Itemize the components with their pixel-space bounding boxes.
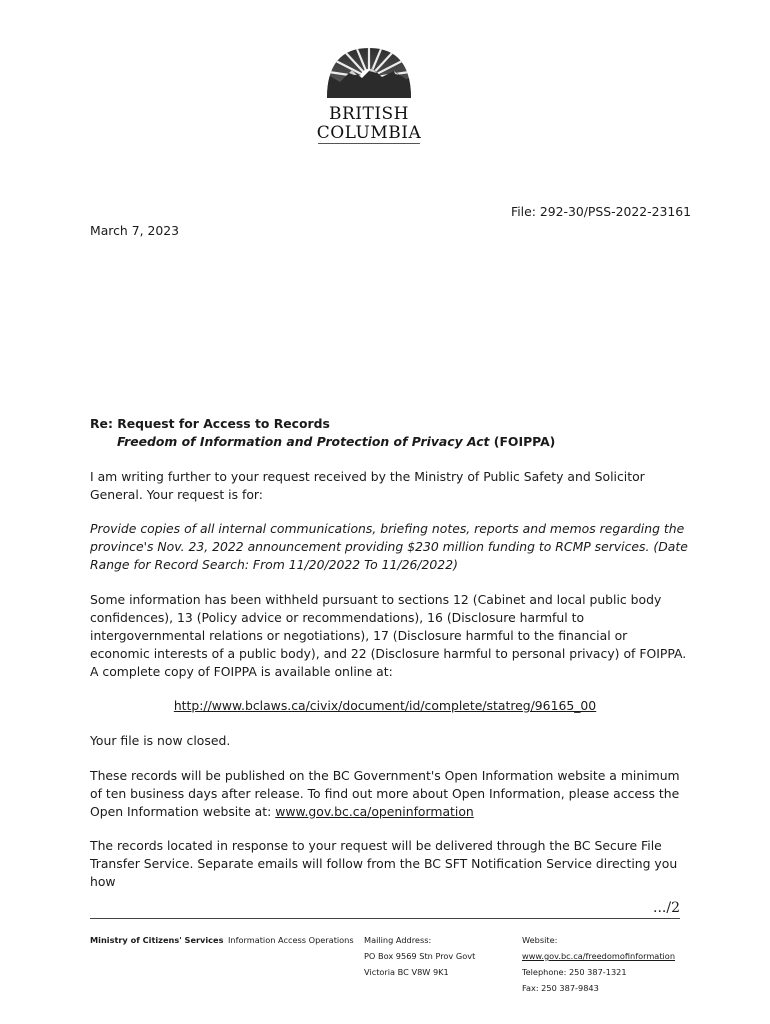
subject-line-2 (90, 433, 690, 451)
intro-paragraph: I am writing further to your request received by the Ministry of Public Safety and Solicitor General. Your request is for: (90, 469, 645, 502)
act-abbreviation: (FOIPPA) (489, 434, 556, 449)
sun-mountain-emblem (316, 44, 422, 102)
foippa-link-line (90, 697, 680, 715)
open-information-paragraph (90, 767, 690, 821)
file-reference: File: 292-30/PSS-2022-23161 (511, 204, 692, 219)
fax: Fax: 250 387-9843 (522, 983, 599, 993)
telephone: Telephone: 250 387-1321 (522, 967, 627, 977)
bc-government-logo (316, 44, 422, 148)
footer-contact (522, 932, 675, 996)
subject-line-1: Re: Request for Access to Records (90, 416, 330, 431)
mailing-line-1: PO Box 9569 Stn Prov Govt (364, 951, 476, 961)
foippa-link[interactable]: http://www.bclaws.ca/civix/document/id/complete/statreg/96165_00 (173, 698, 597, 713)
logo-wordmark-line2: COLUMBIA (316, 123, 422, 143)
open-information-text: These records will be published on the BC Government's Open Information website a minimum of ten business days after release. To find out more about Open Information, please access the Open Information website at: (90, 768, 680, 819)
website-link[interactable]: www.gov.bc.ca/freedomofinformation (522, 951, 676, 961)
act-name: Freedom of Information and Protection of Privacy Act (117, 434, 490, 449)
footer-unit: Information Access Operations (228, 935, 354, 945)
request-quote: Provide copies of all internal communications, briefing notes, reports and memos regarding the province's Nov. 23, 2022 announcement providing $230 million funding to RCMP services. (Date Range for Record Search: From 11/20/2022 To 11/26/2022) (90, 521, 688, 572)
footer-divider (90, 918, 680, 919)
page-continuation: .../2 (653, 900, 680, 916)
logo-wordmark-line1: BRITISH (328, 104, 410, 124)
open-information-link[interactable]: www.gov.bc.ca/openinformation (275, 804, 474, 819)
footer-mailing-address (364, 932, 475, 980)
mailing-label: Mailing Address: (364, 935, 432, 945)
website-label: Website: (522, 935, 558, 945)
withheld-paragraph: Some information has been withheld pursuant to sections 12 (Cabinet and local public body confidences), 13 (Policy advice or recommendations), 16 (Disclosure harmful to intergovernmental relations or negotiations), 17 (Disclosure harmful to the financial or economic interests of a public body), and 22 (Disclosure harmful to personal privacy) of FOIPPA. A complete copy of FOIPPA is available online at: (90, 592, 687, 679)
logo-underline (318, 143, 420, 144)
letter-date: March 7, 2023 (90, 223, 180, 238)
records-delivery-paragraph: The records located in response to your request will be delivered through the BC Secure File Transfer Service. Separate emails will follow from the BC SFT Notification Service directing you how (90, 838, 678, 889)
mailing-line-2: Victoria BC V8W 9K1 (364, 967, 449, 977)
footer-ministry: Ministry of Citizens' Services (90, 935, 224, 945)
file-closed-paragraph: Your file is now closed. (90, 733, 231, 748)
subject-line (90, 415, 690, 451)
